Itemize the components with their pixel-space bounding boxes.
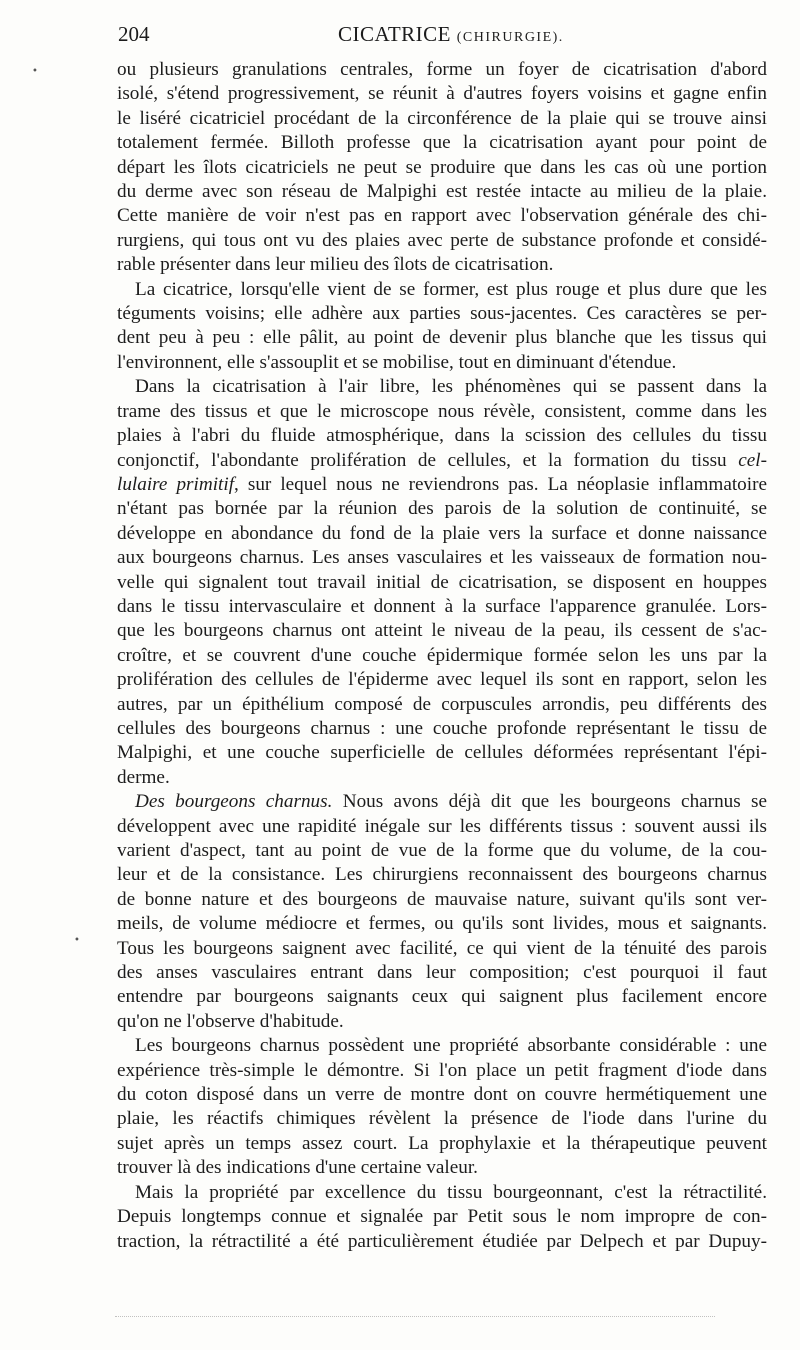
text-line: prolifération des cellules de l'épiderme avec lequel ils sont en rapport, selon les bbox=[117, 669, 767, 691]
text-segment: , sur lequel nous ne reviendrons pas. La néoplasie inflammatoire bbox=[234, 473, 767, 495]
text-line: Cette manière de voir n'est pas en rapport avec l'observation générale des chi- bbox=[117, 205, 767, 227]
text-line: Malpighi, et une couche superficielle de cellules déformées représentant l'épi- bbox=[117, 742, 767, 764]
text-line: trame des tissus et que le microscope nous révèle, consistent, comme dans les bbox=[117, 400, 767, 422]
text-line: leur et de la consistance. Les chirurgiens reconnaissent des bourgeons charnus bbox=[117, 864, 767, 886]
text-line: isolé, s'étend progressivement, se réunit à d'autres foyers voisins et gagne enfin bbox=[117, 83, 767, 105]
page-number: 204 bbox=[118, 22, 150, 46]
text-line: croître, et se couvrent d'une couche épidermique formée selon les uns par la bbox=[117, 644, 767, 666]
text-line: cellules des bourgeons charnus : une couche profonde représentant le tissu de bbox=[117, 717, 767, 739]
text-line: rurgiens, qui tous ont vu des plaies avec perte de substance profonde et considé- bbox=[117, 229, 767, 251]
text-segment: Nous avons déjà dit que les bourgeons charnus se bbox=[342, 791, 768, 813]
text-line: développent avec une rapidité inégale sur les différents tissus : souvent aussi ils bbox=[117, 815, 767, 837]
running-title bbox=[338, 22, 564, 47]
paragraph-4 bbox=[117, 790, 767, 1034]
text-line: Depuis longtemps connue et signalée par Petit sous le nom impropre de con- bbox=[117, 1206, 767, 1228]
text-segment: conjonctif, l'abondante prolifération de cellules, et la formation du tissu bbox=[117, 449, 727, 471]
text-line: téguments voisins; elle adhère aux parties sous-jacentes. Ces caractères se per- bbox=[117, 303, 767, 325]
text-line: meils, de volume médiocre et fermes, ou qu'ils sont livides, mous et saignants. bbox=[117, 913, 767, 935]
text-line: n'étant pas bornée par la réunion des parois de la solution de continuité, se bbox=[117, 498, 767, 520]
section-lead-in: Des bourgeons charnus. bbox=[135, 791, 333, 813]
text-line bbox=[117, 473, 767, 497]
margin-mark: • bbox=[32, 66, 38, 77]
italic-term: lulaire primitif bbox=[117, 473, 235, 495]
text-line: aux bourgeons charnus. Les anses vasculaires et les vaisseaux de formation nou- bbox=[117, 547, 767, 569]
text-line: développe en abondance du fond de la plaie vers la surface et donne naissance bbox=[117, 522, 767, 544]
text-line: ou plusieurs granulations centrales, forme un foyer de cicatrisation d'abord bbox=[117, 59, 767, 80]
text-line bbox=[117, 449, 767, 473]
text-line: Dans la cicatrisation à l'air libre, les phénomènes qui se passent dans la bbox=[135, 376, 767, 398]
text-line: derme. bbox=[117, 766, 170, 788]
running-title-subtitle: (CHIRURGIE). bbox=[456, 30, 564, 45]
body-text bbox=[117, 58, 767, 1254]
text-line: plaies à l'abri du fluide atmosphérique, dans la scission des cellules du tissu bbox=[117, 425, 767, 447]
text-line: rable présenter dans leur milieu des îlots de cicatrisation. bbox=[117, 254, 554, 276]
text-line: qu'on ne l'observe d'habitude. bbox=[117, 1010, 344, 1032]
text-line bbox=[117, 790, 767, 814]
paragraph-5 bbox=[117, 1034, 767, 1180]
paragraph-1 bbox=[117, 58, 767, 278]
margin-mark: • bbox=[74, 935, 80, 946]
text-line: Mais la propriété par excellence du tissu bourgeonnant, c'est la rétractilité. bbox=[135, 1181, 767, 1203]
text-line: autres, par un épithélium composé de corpuscules arrondis, peu différents des bbox=[117, 693, 767, 715]
text-line: La cicatrice, lorsqu'elle vient de se former, est plus rouge et plus dure que les bbox=[135, 278, 767, 300]
text-line: varient d'aspect, tant au point de vue de la forme que du volume, de la cou- bbox=[117, 840, 767, 861]
text-line: dans le tissu intervasculaire et donnent à la surface l'apparence granulée. Lors- bbox=[117, 595, 767, 617]
text-line: du coton disposé dans un verre de montre dont on couvre hermétiquement une bbox=[117, 1084, 767, 1106]
text-line: dent peu à peu : elle pâlit, au point de devenir plus blanche que les tissus qui bbox=[117, 327, 767, 349]
text-line: le liséré cicatriciel procédant de la circonférence de la plaie qui se trouve ainsi bbox=[117, 107, 767, 129]
text-line: départ les îlots cicatriciels ne peut se produire que dans les cas où une portion bbox=[117, 156, 767, 178]
page-header bbox=[118, 22, 768, 56]
footer-rule bbox=[115, 1316, 715, 1323]
text-line: de bonne nature et des bourgeons de mauvaise nature, suivant qu'ils sont ver- bbox=[117, 888, 767, 910]
text-line: sujet après un temps assez court. La prophylaxie et la thérapeutique peuvent bbox=[117, 1132, 767, 1154]
text-line: l'environnent, elle s'assouplit et se mobilise, tout en diminuant d'étendue. bbox=[117, 351, 677, 373]
text-line: plaie, les réactifs chimiques révèlent la présence de l'iode dans l'urine du bbox=[117, 1108, 767, 1130]
text-line: Tous les bourgeons saignent avec facilité, ce qui vient de la ténuité des parois bbox=[117, 937, 767, 959]
italic-term: cel- bbox=[738, 449, 768, 471]
paragraph-3 bbox=[117, 375, 767, 790]
text-line: expérience très-simple le démontre. Si l'on place un petit fragment d'iode dans bbox=[117, 1059, 767, 1081]
text-line: totalement fermée. Billoth professe que la cicatrisation ayant pour point de bbox=[117, 132, 767, 154]
text-line: velle qui signalent tout travail initial de cicatrisation, se disposent en houppes bbox=[117, 571, 767, 593]
text-line: traction, la rétractilité a été particulièrement étudiée par Delpech et par Dupuy- bbox=[117, 1230, 767, 1252]
paragraph-2 bbox=[117, 278, 767, 376]
text-line: Les bourgeons charnus possèdent une propriété absorbante considérable : une bbox=[135, 1035, 767, 1057]
text-line: que les bourgeons charnus ont atteint le niveau de la peau, ils cessent de s'ac- bbox=[117, 620, 767, 642]
text-line: des anses vasculaires entrant dans leur composition; c'est pourquoi il faut bbox=[117, 962, 767, 984]
running-title-main: CICATRICE bbox=[338, 22, 452, 46]
paragraph-6 bbox=[117, 1181, 767, 1254]
text-line: trouver là des indications d'une certaine valeur. bbox=[117, 1157, 478, 1179]
text-line: du derme avec son réseau de Malpighi est restée intacte au milieu de la plaie. bbox=[117, 181, 767, 203]
text-line: entendre par bourgeons saignants ceux qui saignent plus facilement encore bbox=[117, 986, 767, 1008]
